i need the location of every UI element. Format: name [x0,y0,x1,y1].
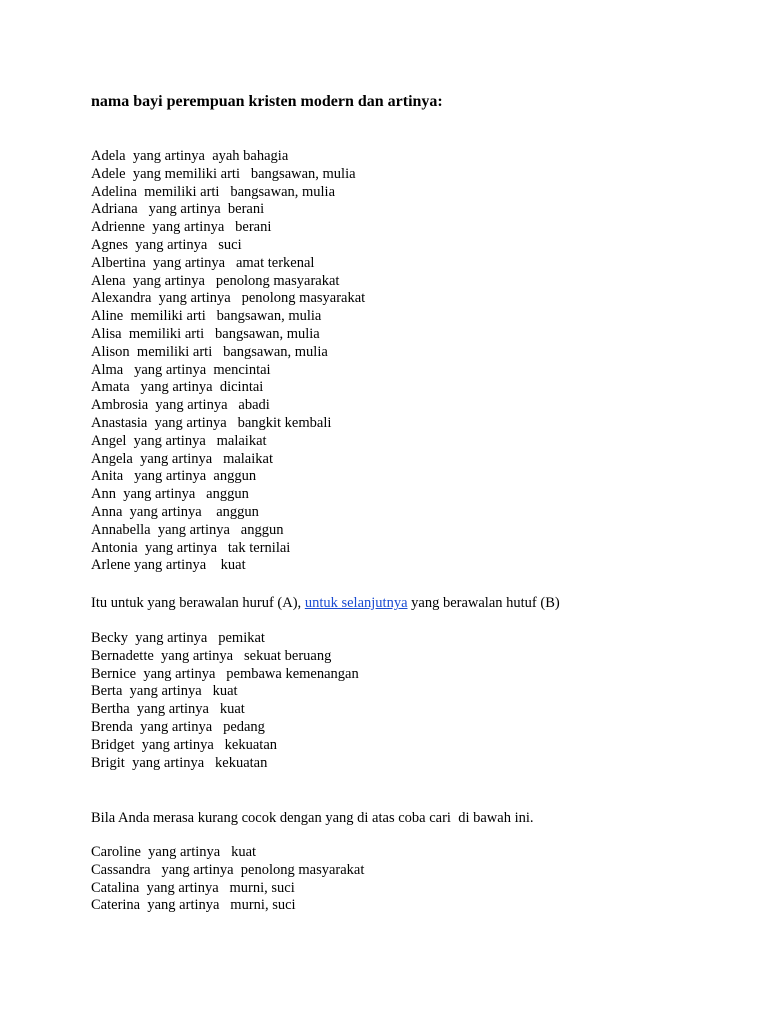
name-entry: Caterina yang artinya murni, suci [91,897,296,914]
name-entry: Angel yang artinya malaikat [91,432,267,449]
name-entry: Berta yang artinya kuat [91,683,238,700]
name-entry: Antonia yang artinya tak ternilai [91,539,291,556]
next-section-link[interactable]: untuk selanjutnya [304,595,408,611]
name-entry: Alena yang artinya penolong masyarakat [91,272,340,289]
name-entry: Adriana yang artinya berani [91,201,265,218]
name-entry: Ann yang artinya anggun [91,486,249,503]
transition-text-before: Itu untuk yang berawalan huruf (A), [91,595,305,611]
transition-text-after: yang berawalan hutuf (B) [407,595,560,611]
names-list-c [91,844,364,915]
name-entry: Angela yang artinya malaikat [91,450,273,467]
name-entry: Adele yang memiliki arti bangsawan, mulia [91,165,356,182]
name-entry: Alexandra yang artinya penolong masyarakat [91,290,366,307]
name-entry: Alisa memiliki arti bangsawan, mulia [91,325,320,342]
name-entry: Anastasia yang artinya bangkit kembali [91,414,332,431]
suggestion-paragraph: Bila Anda merasa kurang cocok dengan yang di atas coba cari di bawah ini. [91,810,534,826]
name-entry: Bertha yang artinya kuat [91,701,245,718]
name-entry: Bridget yang artinya kekuatan [91,736,278,753]
name-entry: Anita yang artinya anggun [91,468,257,485]
name-entry: Anna yang artinya anggun [91,503,259,520]
name-entry: Ambrosia yang artinya abadi [91,397,270,414]
name-entry: Catalina yang artinya murni, suci [91,879,295,896]
name-entry: Amata yang artinya dicintai [91,379,264,396]
name-entry: Becky yang artinya pemikat [91,630,265,646]
name-entry: Brenda yang artinya pedang [91,718,265,735]
names-list-a [91,148,365,575]
name-entry: Arlene yang artinya kuat [91,557,246,574]
name-entry: Adrienne yang artinya berani [91,219,272,236]
name-entry: Adelina memiliki arti bangsawan, mulia [91,183,336,200]
name-entry: Aline memiliki arti bangsawan, mulia [91,308,322,325]
name-entry: Cassandra yang artinya penolong masyarakat [91,861,365,878]
name-entry: Alison memiliki arti bangsawan, mulia [91,343,328,360]
name-entry: Bernadette yang artinya sekuat beruang [91,647,332,664]
name-entry: Caroline yang artinya kuat [91,844,257,860]
name-entry: Albertina yang artinya amat terkenal [91,254,315,271]
name-entry: Agnes yang artinya suci [91,236,242,253]
name-entry: Alma yang artinya mencintai [91,361,271,378]
name-entry: Annabella yang artinya anggun [91,521,284,538]
name-entry: Brigit yang artinya kekuatan [91,754,268,771]
transition-paragraph [91,594,560,612]
name-entry: Bernice yang artinya pembawa kemenangan [91,665,359,682]
names-list-b [91,630,359,772]
document-title: nama bayi perempuan kristen modern dan artinya: [91,93,443,110]
name-entry: Adela yang artinya ayah bahagia [91,148,289,164]
